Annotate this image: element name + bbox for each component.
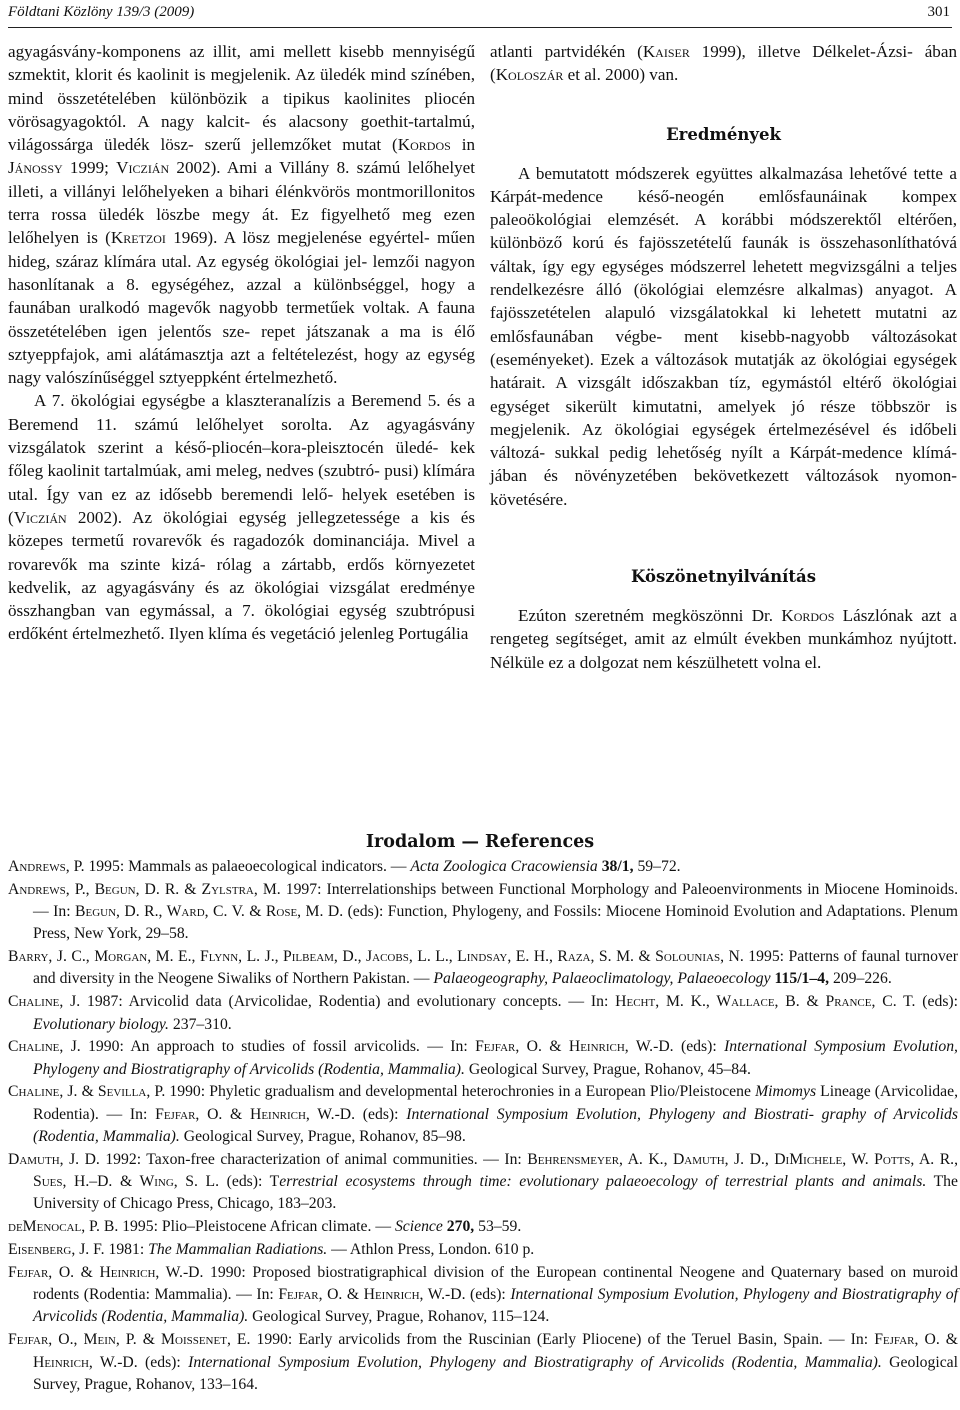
author-citation: Koloszár xyxy=(495,65,564,85)
author-citation: Viczián xyxy=(13,507,67,527)
reference-item: Chaline, J. & Sevilla, P. 1990: Phyletic gradualism and developmental heterochronies in a European Plio/Pleistocene Mimomys Lineage (Arvicolidae, Rodentia). — In: Fejfar, O. & Heinrich, W.-D. (eds): International Symposium Evolution, Phylogeny and Biostrati- graphy of Arvicolids (Rodentia, Mammalia). Geological Survey, Prague, Rohanov, 85–98. xyxy=(8,1083,958,1146)
results-heading: Eredmények xyxy=(666,124,781,144)
references-list xyxy=(8,856,958,1397)
reference-item: deMenocal, P. B. 1995: Plio–Pleistocene African climate. — Science 270, 53–59. xyxy=(8,1218,522,1236)
page-number: 301 xyxy=(927,4,950,20)
author-citation: Kordos xyxy=(397,135,451,155)
reference-item: Barry, J. C., Morgan, M. E., Flynn, L. J., Pilbeam, D., Jacobs, L. L., Lindsay, E. H., Raza, S. M. & Solounias, N. 1995: Patterns of faunal turnover and diversity in the Neogene Siwaliks of Northern Pakistan. — Palaeogeography, Palaeoclimatology, Palaeoecology 115/1–4, 209–226. xyxy=(8,948,958,988)
author-citation: Viczián xyxy=(116,158,170,178)
left-paragraph-2: A 7. ökológiai egységbe a klaszteranalízis a Beremend 5. és a Beremend 11. számú lelőhelyet sorolta. Az agyagásvány vizsgálatok szerint a késő-pliocén–kora-pleisztocén üledé- kek főleg kaolinit tartalmúak, ami meleg, nedves (szubtró- pusi) klímára utal. Így van ez az idősebb beremendi lelő- helyek esetében is (Viczián 2002). Az ökológiai egység jellegzetessége a kis és közepes termetű rovarevők és ragadozók dominanciája. Mivel a rovarevők ma szinte kizá- rólag a zártabb, erdős környezetet kedvelik, az agyagásvány és az ökológiai vizsgálat eredménye összhangban van egymással, a 7. ökológiai egység szubtrópusi erdőként értelmezhető. Ilyen klíma és vegetáció jelenleg Portugália xyxy=(8,391,475,644)
author-citation: Kaiser xyxy=(642,42,690,61)
reference-item: Eisenberg, J. F. 1981: The Mammalian Radiations. — Athlon Press, London. 610 p. xyxy=(8,1241,535,1259)
reference-item: Andrews, P. 1995: Mammals as palaeoecological indicators. — Acta Zoologica Cracowiensia 38/1, 59–72. xyxy=(8,858,681,875)
reference-item: Chaline, J. 1987: Arvicolid data (Arvicolidae, Rodentia) and evolutionary concepts. — In: Hecht, M. K., Wallace, B. & Prance, C. T. (eds): Evolutionary biology. 237–310. xyxy=(8,993,959,1033)
reference-item: Andrews, P., Begun, D. R. & Zylstra, M. 1997: Interrelationships between Functional Morphology and Paleoenvironments in Miocene Hominoids. — In: Begun, D. R., Ward, C. V. & Rose, M. D. (eds): Function, Phylogeny, and Fossils: Miocene Hominoid Evolution and Adaptations. Plenum Press, New York, 29–58. xyxy=(8,880,959,943)
right-paragraph-1: atlanti partvidékén (Kaiser 1999), illetve Délkelet-Ázsi- ában (Koloszár et al. 2000) van. xyxy=(490,42,957,85)
reference-item: Fejfar, O. & Heinrich, W.-D. 1990: Proposed biostratigraphical division of the European continental Neogene and Quaternary based on muroid rodents (Rodentia: Mammalia). — In: Fejfar, O. & Heinrich, W.-D. (eds): International Symposium Evolution, Phylogeny and Biostratigraphy of Arvicolids (Rodentia, Mammalia). Geological Survey, Prague, Rohanov, 115–124. xyxy=(8,1263,959,1326)
author-citation: Jánossy xyxy=(8,158,63,178)
journal-title: Földtani Közlöny 139/3 (2009) xyxy=(8,4,195,20)
running-head xyxy=(8,0,952,28)
left-column xyxy=(8,40,475,646)
reference-item: Damuth, J. D. 1992: Taxon-free characterization of animal communities. — In: Behrensmeyer, A. K., Damuth, J. D., DiMichele, W. Potts, A. R., Sues, H.–D. & Wing, S. L. (eds): Terrestrial ecosystems through time: evolutionary palaeoecology of terrestrial plants and animals. The University of Chicago Press, Chicago, 183–203. xyxy=(8,1150,958,1213)
right-column xyxy=(490,40,957,674)
acknowledgements-paragraph: Ezúton szeretném megköszönni Dr. Kordos Lászlónak azt a rengeteg segítséget, amit az elmúlt években munkámhoz nyújtott. Nélküle ez a dolgozat nem készülhetett volna el. xyxy=(490,606,957,672)
left-paragraph-1: agyagásvány-komponens az illit, ami mellett kisebb mennyiségű szmektit, klorit és kaolinit is megjelenik. Az üledék mind színében, mind összetételében különbözik a tipikus kaolinites pliocén vörösagyagoktól. A nagy kalcit- és alacsony goethit-tartalmú, világossárga üledék lösz- szerű jellemzőket mutat (Kordos in Jánossy 1999; Viczián 2002). Ami a Villány 8. számú lelőhelyet illeti, a villányi lelőhelyeken a bihari élénkvörös montmorillonitos terra rossa üledék löszbe megy át. Ez figyelhető meg ezen lelőhelyen is (Kretzoi 1969). A lösz megjelenése egyértel- műen hideg, száraz klímára utal. Az egység ökológiai jel- lemzői nagyon hasonlítanak a 8. egységéhez, azzal a különbséggel, hogy a faunában uralkodó magevők nagyobb termetűek voltak. A fauna összetételében igen jelentős sze- repet játszanak a ma is élő sztyeppfajok, ami alátámasztja azt a feltételezést, hogy az egység nagy valószínűséggel sztyeppként értelmezhető. xyxy=(8,42,476,388)
references-heading: Irodalom — References xyxy=(365,831,595,852)
results-paragraph: A bemutatott módszerek együttes alkalmazása lehetővé tette a Kárpát-medence késő-neogén emlősfaunáinak kompex paleoökológiai elemzését. A korábbi módszerektől eltérően, különböző korú és fajösszetételű faunák is összehasonlíthatóvá váltak, így egy egységes módszerrel lehetett megvizsgálni a teljes rendelkezésre álló (ökológiai elemzésre alkalmas) anyagot. A fajösszetételen alapuló vizsgálatokkal ki lehetett mutatni az emlősfaunában végbe- ment kisebb-nagyobb változásokat (eseményeket). Ezek a változások mutatják az ökológiai egységek határait. A vizsgált időszakban tíz, egymástól eltérő ökológiai egységet sikerült kimutatni, amelyek jó része többször is megjelenik. Az ökológiai egységek értelmezésével és időbeli változá- sukkal pedig lehetőség nyílt a Kárpát-medence klímá- jában és növényzetében bekövetkezett változások nyomon- követésére. xyxy=(490,163,957,509)
author-citation: Kretzoi xyxy=(110,228,166,248)
reference-item: Fejfar, O., Mein, P. & Moissenet, E. 1990: Early arvicolids from the Ruscinian (Early Pliocene) of the Teruel Basin, Spain. — In: Fejfar, O. & Heinrich, W.-D. (eds): International Symposium Evolution, Phylogeny and Biostratigraphy of Arvicolids (Rodentia, Mammalia). Geological Survey, Prague, Rohanov, 133–164. xyxy=(8,1331,959,1393)
reference-item: Chaline, J. 1990: An approach to studies of fossil arvicolids. — In: Fejfar, O. & Heinrich, W.-D. (eds): International Symposium Evolution, Phylogeny and Biostratigraphy of Arvicolids (Rodentia, Mammalia). Geological Survey, Prague, Rohanov, 45–84. xyxy=(8,1038,958,1078)
author-citation: Kordos xyxy=(781,606,835,626)
acknowledgements-heading: Köszönetnyilvánítás xyxy=(630,567,817,587)
